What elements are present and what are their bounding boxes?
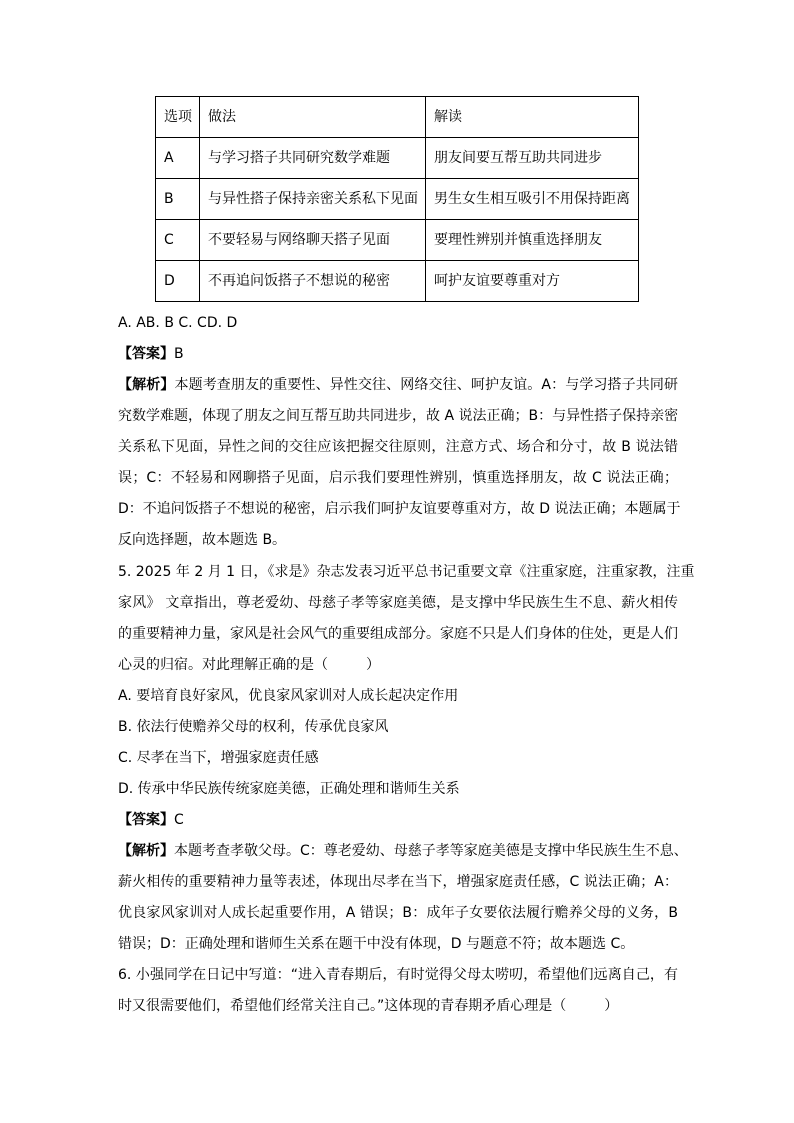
question-stem-line: 家风》 文章指出，尊老爱幼、母慈子孝等家庭美德，是支撑中华民族生生不息、薪火相传 [118,595,678,611]
answer-line [118,339,678,370]
analysis-text: 本题考查孝敬父母。C：尊老爱幼、母慈子孝等家庭美德是支撑中华民族生生不息、 [174,843,688,859]
question-4-solution [118,308,681,556]
options-table [155,96,639,302]
answer-value: C [174,812,184,828]
analysis-line: 优良家风家训对人成长起重要作用，A 错误；B：成年子女要依法履行赡养父母的义务，B [118,905,678,921]
table-cell: D [156,261,200,302]
table-cell: 朋友间要互帮互助共同进步 [426,138,639,179]
table-cell: A [156,138,200,179]
question-stem-line: 5. 2025 年 2 月 1 日，《求是》杂志发表习近平总书记重要文章《注重家庭，注重家教，注重 [118,564,695,580]
question-stem-text: 时又很需要他们，希望他们经常关注自己。”这体现的青春期矛盾心理是（ [118,998,567,1014]
answer-label: 【答案】 [118,812,174,828]
table-cell: 与学习搭子共同研究数学难题 [200,138,426,179]
question-stem-line: 的重要精神力量，家风是社会风气的重要组成部分。家庭不只是人们身体的住处，更是人们 [118,626,678,642]
analysis-label: 【解析】 [118,377,175,393]
question-stem-line [118,650,678,681]
answer-value: B [174,346,184,362]
table-cell: 不要轻易与网络聊天搭子见面 [200,220,426,261]
question-stem-close: ） [366,657,380,673]
question-stem-text: 心灵的归宿。对此理解正确的是（ [118,657,328,673]
question-6 [118,960,678,1022]
analysis-line: 关系私下见面，异性之间的交往应该把握交往原则，注意方式、场合和分寸，故 B 说法错 [118,439,678,455]
answer-label: 【答案】 [118,346,174,362]
table-cell: 与异性搭子保持亲密关系私下见面 [200,179,426,220]
analysis-line: 究数学难题，体现了朋友之间互帮互助共同进步，故 A 说法正确；B：与异性搭子保持亲密 [118,408,679,424]
question-stem-close: ） [604,998,619,1014]
analysis-line [118,836,688,867]
table-cell: 要理性辨别并慎重选择朋友 [426,220,639,261]
option-d: D. 传承中华民族传统家庭美德，正确处理和谐师生关系 [118,781,460,797]
analysis-label: 【解析】 [118,843,174,859]
option-a: A. 要培育良好家风，优良家风家训对人成长起决定作用 [118,688,459,704]
analysis-line: 薪火相传的重要精神力量等表述，体现出尽孝在当下，增强家庭责任感，C 说法正确；A： [118,874,678,890]
table-row [156,261,639,302]
table-header-cell: 选项 [156,97,200,138]
table-header-cell: 做法 [200,97,426,138]
question-stem-line [118,991,678,1022]
analysis-line: D：不追问饭搭子不想说的秘密，启示我们呵护友谊要尊重对方，故 D 说法正确；本题属于 [118,501,681,517]
table-row [156,220,639,261]
table-row [156,179,639,220]
table-cell: 男生女生相互吸引不用保持距离 [426,179,639,220]
table-cell: B [156,179,200,220]
option-c: C. 尽孝在当下，增强家庭责任感 [118,750,319,766]
question-stem-line: 6. 小强同学在日记中写道：“进入青春期后，有时觉得父母太唠叨，希望他们远离自己，有 [118,967,678,983]
table-cell: 不再追问饭搭子不想说的秘密 [200,261,426,302]
analysis-line: 误；C：不轻易和网聊搭子见面，启示我们要理性辨别，慎重选择朋友，故 C 说法正确； [118,470,678,486]
table-cell: 呵护友谊要尊重对方 [426,261,639,302]
analysis-text: 本题考查朋友的重要性、异性交往、网络交往、呵护友谊。A：与学习搭子共同研 [174,377,679,393]
choices-line: A. AB. B C. CD. D [118,315,238,331]
option-b: B. 依法行使赡养父母的权利，传承优良家风 [118,719,389,735]
analysis-line [118,370,678,401]
analysis-line: 错误；D：正确处理和谐师生关系在题干中没有体现，D 与题意不符；故本题选 C。 [118,936,635,952]
table-cell: C [156,220,200,261]
table-row [156,138,639,179]
table-header-cell: 解读 [426,97,639,138]
question-5 [118,557,695,960]
answer-line [118,805,678,836]
analysis-line: 反向选择题，故本题选 B。 [118,532,287,548]
table-header-row [156,97,639,138]
